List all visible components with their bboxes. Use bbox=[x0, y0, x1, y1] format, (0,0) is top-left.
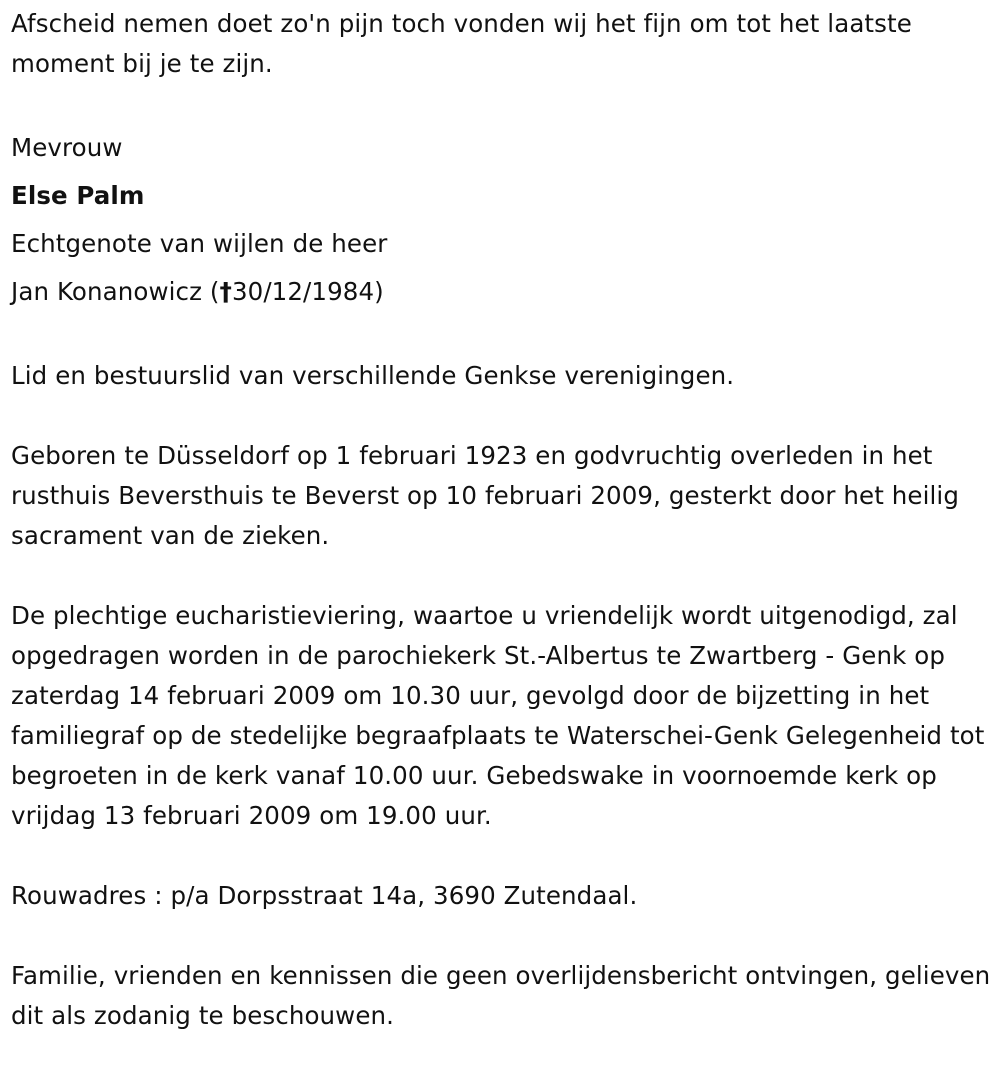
spacer bbox=[11, 556, 996, 596]
spacer bbox=[11, 84, 996, 124]
person-block bbox=[11, 124, 996, 316]
ceremony-text: De plechtige eucharistieviering, waartoe u vriendelijk wordt uitgenodigd, zal opgedragen worden in de parochiekerk St.-Albertus te Zwartberg - Genk op zaterdag 14 februari 2009 om 10.30 uur, gevolgd door de bijzetting in het familiegraf op de stedelijke begraafplaats te Waterschei-Genk Gelegenheid tot begroeten in de kerk vanaf 10.00 uur. Gebedswake in voornoemde kerk op vrijdag 13 februari 2009 om 19.00 uur. bbox=[11, 601, 985, 830]
spacer bbox=[11, 836, 996, 876]
address-text: Rouwadres : p/a Dorpsstraat 14a, 3690 Zutendaal. bbox=[11, 881, 638, 910]
spacer bbox=[11, 316, 996, 356]
spouse-name: Jan Konanowicz ( bbox=[11, 277, 220, 306]
membership-text: Lid en bestuurslid van verschillende Genkse verenigingen. bbox=[11, 361, 735, 390]
obituary-document bbox=[11, 4, 996, 1036]
spacer bbox=[11, 396, 996, 436]
deceased-name: Else Palm bbox=[11, 181, 145, 210]
spouse-info bbox=[11, 268, 996, 316]
spouse-death-date: 30/12/1984) bbox=[231, 277, 384, 306]
birth-death-text: Geboren te Düsseldorf op 1 februari 1923 en godvruchtig overleden in het rusthuis Beversthuis te Beverst op 10 februari 2009, gesterkt door het heilig sacrament van de zieken. bbox=[11, 441, 959, 550]
spouse-line: Echtgenote van wijlen de heer bbox=[11, 229, 388, 258]
salutation: Mevrouw bbox=[11, 133, 123, 162]
cross-icon: † bbox=[219, 277, 232, 306]
closing-text: Familie, vrienden en kennissen die geen overlijdensbericht ontvingen, gelieven dit als zodanig te beschouwen. bbox=[11, 961, 991, 1030]
spacer bbox=[11, 916, 996, 956]
intro-text: Afscheid nemen doet zo'n pijn toch vonden wij het fijn om tot het laatste moment bij je te zijn. bbox=[11, 9, 912, 78]
